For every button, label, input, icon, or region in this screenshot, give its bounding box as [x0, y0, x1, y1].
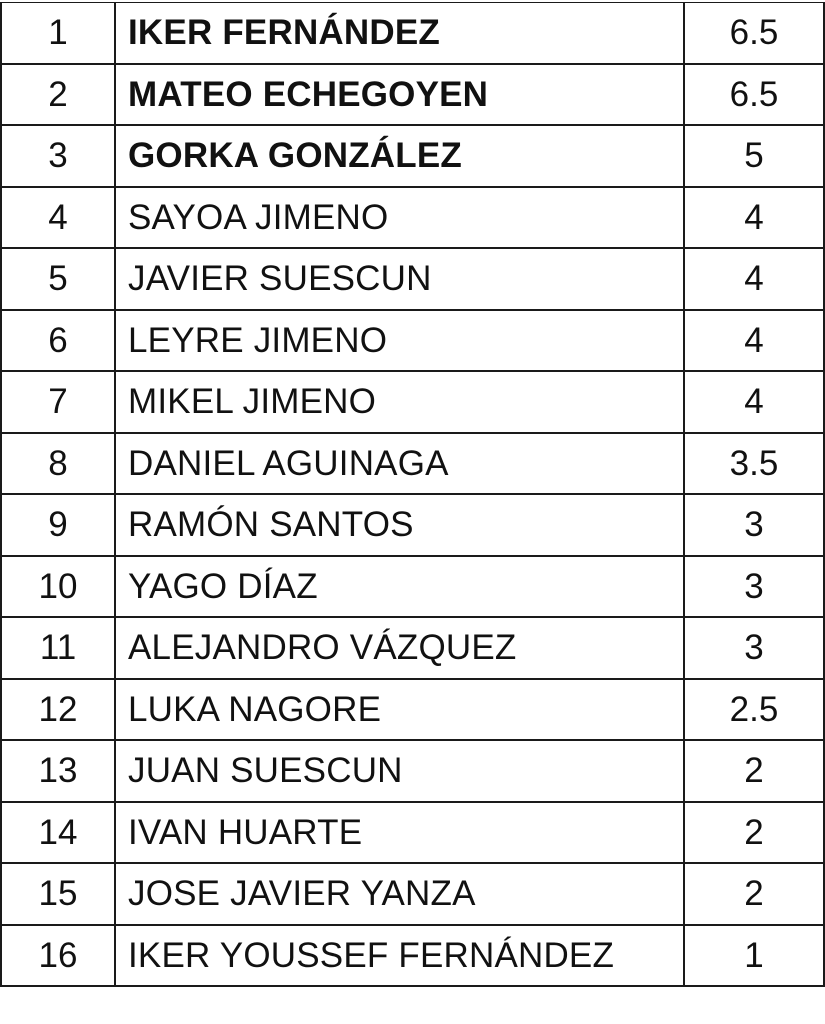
player-name-cell: DANIEL AGUINAGA [115, 433, 684, 495]
rank-cell: 13 [1, 740, 115, 802]
score-cell: 2.5 [684, 679, 824, 741]
table-row [1, 802, 824, 864]
player-name-cell: MIKEL JIMENO [115, 371, 684, 433]
rank-cell: 12 [1, 679, 115, 741]
score-cell: 6.5 [684, 3, 824, 64]
score-cell: 1 [684, 925, 824, 987]
rank-cell: 5 [1, 248, 115, 310]
player-name-cell: JUAN SUESCUN [115, 740, 684, 802]
table-row [1, 863, 824, 925]
table-row [1, 371, 824, 433]
rank-cell: 7 [1, 371, 115, 433]
player-name-cell: LEYRE JIMENO [115, 310, 684, 372]
score-cell: 5 [684, 125, 824, 187]
player-name-cell: IVAN HUARTE [115, 802, 684, 864]
rank-cell: 1 [1, 3, 115, 64]
score-cell: 2 [684, 740, 824, 802]
score-cell: 4 [684, 371, 824, 433]
score-cell: 3 [684, 556, 824, 618]
player-name-cell: JAVIER SUESCUN [115, 248, 684, 310]
score-cell: 3 [684, 617, 824, 679]
score-cell: 2 [684, 802, 824, 864]
table-row [1, 187, 824, 249]
score-cell: 6.5 [684, 64, 824, 126]
player-name-cell: IKER FERNÁNDEZ [115, 3, 684, 64]
rank-cell: 16 [1, 925, 115, 987]
table-row [1, 125, 824, 187]
rank-cell: 9 [1, 494, 115, 556]
table-row [1, 248, 824, 310]
player-name-cell: IKER YOUSSEF FERNÁNDEZ [115, 925, 684, 987]
table-row [1, 3, 824, 64]
rank-cell: 10 [1, 556, 115, 618]
table-row [1, 617, 824, 679]
player-name-cell: LUKA NAGORE [115, 679, 684, 741]
rank-cell: 8 [1, 433, 115, 495]
standings-body [1, 3, 824, 987]
player-name-cell: ALEJANDRO VÁZQUEZ [115, 617, 684, 679]
standings-table [0, 2, 825, 987]
rank-cell: 14 [1, 802, 115, 864]
score-cell: 4 [684, 248, 824, 310]
rank-cell: 2 [1, 64, 115, 126]
table-row [1, 679, 824, 741]
player-name-cell: SAYOA JIMENO [115, 187, 684, 249]
player-name-cell: YAGO DÍAZ [115, 556, 684, 618]
player-name-cell: RAMÓN SANTOS [115, 494, 684, 556]
player-name-cell: MATEO ECHEGOYEN [115, 64, 684, 126]
score-cell: 4 [684, 187, 824, 249]
rank-cell: 6 [1, 310, 115, 372]
table-row [1, 310, 824, 372]
table-row [1, 925, 824, 987]
rank-cell: 3 [1, 125, 115, 187]
score-cell: 2 [684, 863, 824, 925]
table-row [1, 494, 824, 556]
player-name-cell: GORKA GONZÁLEZ [115, 125, 684, 187]
table-row [1, 556, 824, 618]
table-row [1, 740, 824, 802]
rank-cell: 15 [1, 863, 115, 925]
table-row [1, 433, 824, 495]
score-cell: 3 [684, 494, 824, 556]
player-name-cell: JOSE JAVIER YANZA [115, 863, 684, 925]
table-row [1, 64, 824, 126]
rank-cell: 4 [1, 187, 115, 249]
score-cell: 4 [684, 310, 824, 372]
rank-cell: 11 [1, 617, 115, 679]
score-cell: 3.5 [684, 433, 824, 495]
